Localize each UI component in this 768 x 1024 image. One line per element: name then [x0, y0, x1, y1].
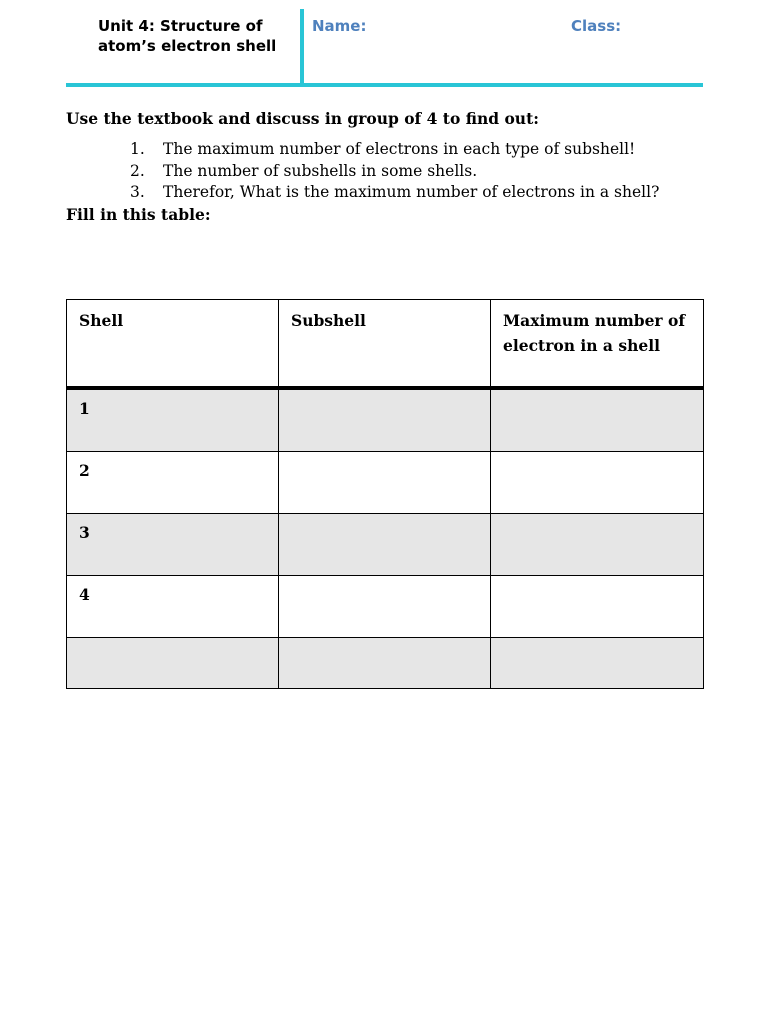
shell-cell: 1 — [67, 388, 279, 452]
subshell-cell[interactable] — [279, 576, 491, 638]
question-item — [66, 182, 726, 204]
question-item — [66, 139, 726, 161]
subshell-cell[interactable] — [279, 452, 491, 514]
question-number: 3. — [130, 183, 145, 201]
class-field-label: Class: — [571, 17, 622, 35]
unit-title: Unit 4: Structure of atom’s electron shell — [98, 17, 277, 55]
subshell-cell[interactable] — [279, 514, 491, 576]
header-rule — [66, 83, 703, 87]
shell-cell[interactable] — [67, 638, 279, 689]
question-text: The maximum number of electrons in each type of subshell! — [163, 140, 636, 158]
question-number: 1. — [130, 140, 145, 158]
electron-shell-table — [66, 299, 704, 689]
column-header-subshell: Subshell — [279, 300, 491, 389]
table-row — [67, 452, 704, 514]
table-row — [67, 388, 704, 452]
fill-table-label: Fill in this table: — [66, 204, 211, 224]
table-row — [67, 514, 704, 576]
question-text: Therefor, What is the maximum number of electrons in a shell? — [163, 183, 660, 201]
question-item — [66, 161, 726, 183]
max-electrons-cell[interactable] — [491, 514, 704, 576]
worksheet-header — [66, 0, 703, 87]
table-header-row — [67, 300, 704, 389]
column-header-shell: Shell — [67, 300, 279, 389]
question-list — [66, 139, 726, 204]
shell-cell: 2 — [67, 452, 279, 514]
header-divider — [300, 9, 304, 83]
shell-cell: 4 — [67, 576, 279, 638]
question-number: 2. — [130, 161, 145, 180]
subshell-cell[interactable] — [279, 388, 491, 452]
name-field-label: Name: — [312, 17, 367, 35]
subshell-cell[interactable] — [279, 638, 491, 689]
max-electrons-cell[interactable] — [491, 388, 704, 452]
table-row — [67, 638, 704, 689]
column-header-max-electrons: Maximum number of electron in a shell — [491, 300, 704, 389]
shell-cell: 3 — [67, 514, 279, 576]
question-text: The number of subshells in some shells. — [163, 161, 478, 180]
instructions — [66, 108, 726, 226]
max-electrons-cell[interactable] — [491, 452, 704, 514]
instructions-intro: Use the textbook and discuss in group of 4 to find out: — [66, 109, 539, 128]
max-electrons-cell[interactable] — [491, 638, 704, 689]
max-electrons-cell[interactable] — [491, 576, 704, 638]
table-row — [67, 576, 704, 638]
